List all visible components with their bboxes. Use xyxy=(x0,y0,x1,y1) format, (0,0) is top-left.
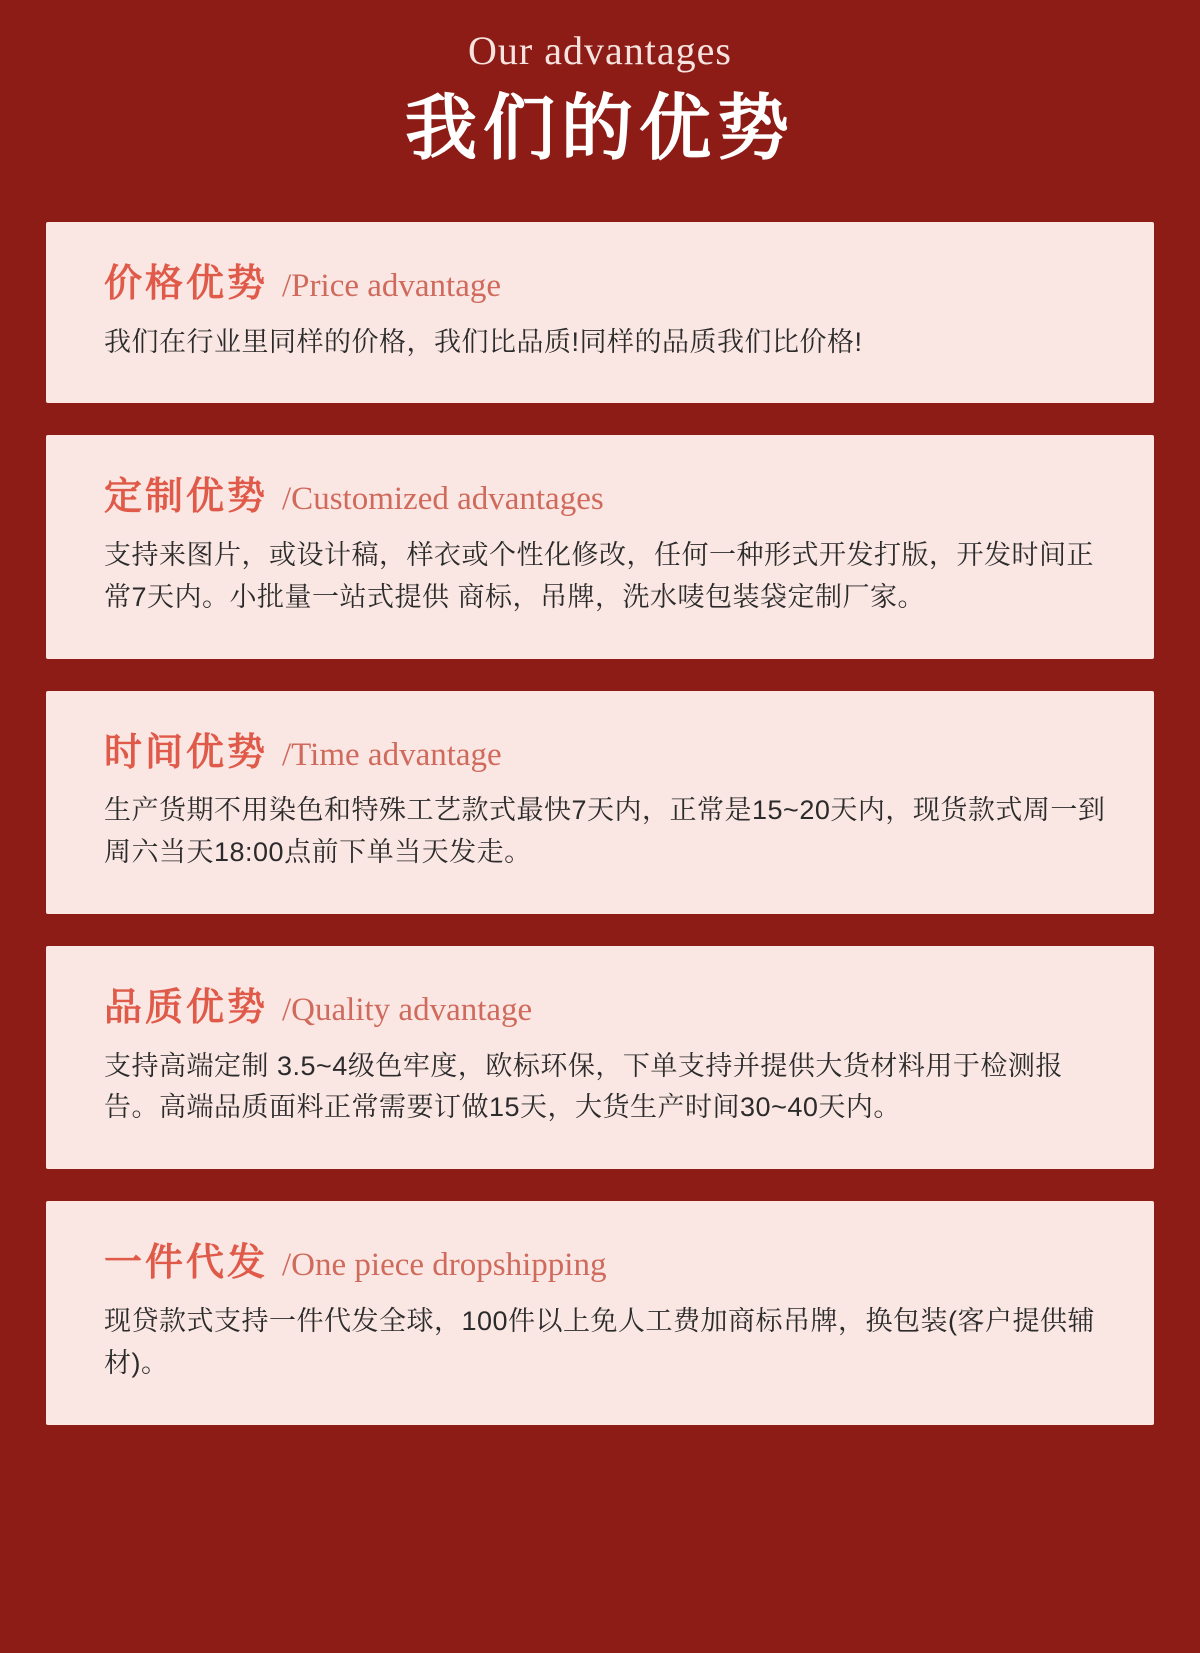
card-body: 支持来图片，或设计稿，样衣或个性化修改，任何一种形式开发打版，开发时间正常7天内。小批量一站式提供 商标，吊牌，洗水唛包装袋定制厂家。 xyxy=(104,540,1094,612)
card-title xyxy=(104,986,1112,1032)
card-body: 现贷款式支持一件代发全球，100件以上免人工费加商标吊牌，换包装(客户提供辅材)。 xyxy=(104,1305,1096,1378)
card-body: 支持高端定制 3.5~4级色牢度，欧标环保，下单支持并提供大货材料用于检测报告。高端品质面料正常需要订做15天，大货生产时间30~40天内。 xyxy=(104,1050,1063,1123)
card-title xyxy=(104,1241,1112,1287)
card-title-en: /Quality advantage xyxy=(282,992,533,1028)
page-title: 我们的优势 xyxy=(404,89,795,169)
card-title xyxy=(104,731,1112,777)
card-title-en: /Time advantage xyxy=(282,736,502,773)
card-title-cn: 定制优势 xyxy=(104,476,269,519)
advantage-card xyxy=(46,222,1154,403)
page-header xyxy=(0,0,1200,174)
card-title xyxy=(104,475,1112,521)
card-title-cn: 时间优势 xyxy=(104,731,269,774)
card-title-cn: 品质优势 xyxy=(104,987,269,1029)
advantage-card xyxy=(46,691,1154,914)
card-body: 生产货期不用染色和特殊工艺款式最快7天内，正常是15~20天内，现货款式周一到周六当天18:00点前下单当天发走。 xyxy=(104,795,1106,868)
advantage-card xyxy=(46,1201,1154,1424)
advantage-card xyxy=(46,435,1154,658)
card-title xyxy=(104,262,1112,308)
card-body: 我们在行业里同样的价格，我们比品质!同样的品质我们比价格! xyxy=(104,326,863,357)
card-title-en: /Customized advantages xyxy=(282,481,604,518)
card-title-cn: 一件代发 xyxy=(104,1242,269,1285)
advantage-card-list xyxy=(0,222,1200,1425)
card-title-cn: 价格优势 xyxy=(104,263,269,305)
card-title-en: /Price advantage xyxy=(282,268,501,304)
header-subtitle-en: Our advantages xyxy=(468,28,732,73)
card-title-en: /One piece dropshipping xyxy=(282,1247,607,1284)
advantage-card xyxy=(46,946,1154,1169)
